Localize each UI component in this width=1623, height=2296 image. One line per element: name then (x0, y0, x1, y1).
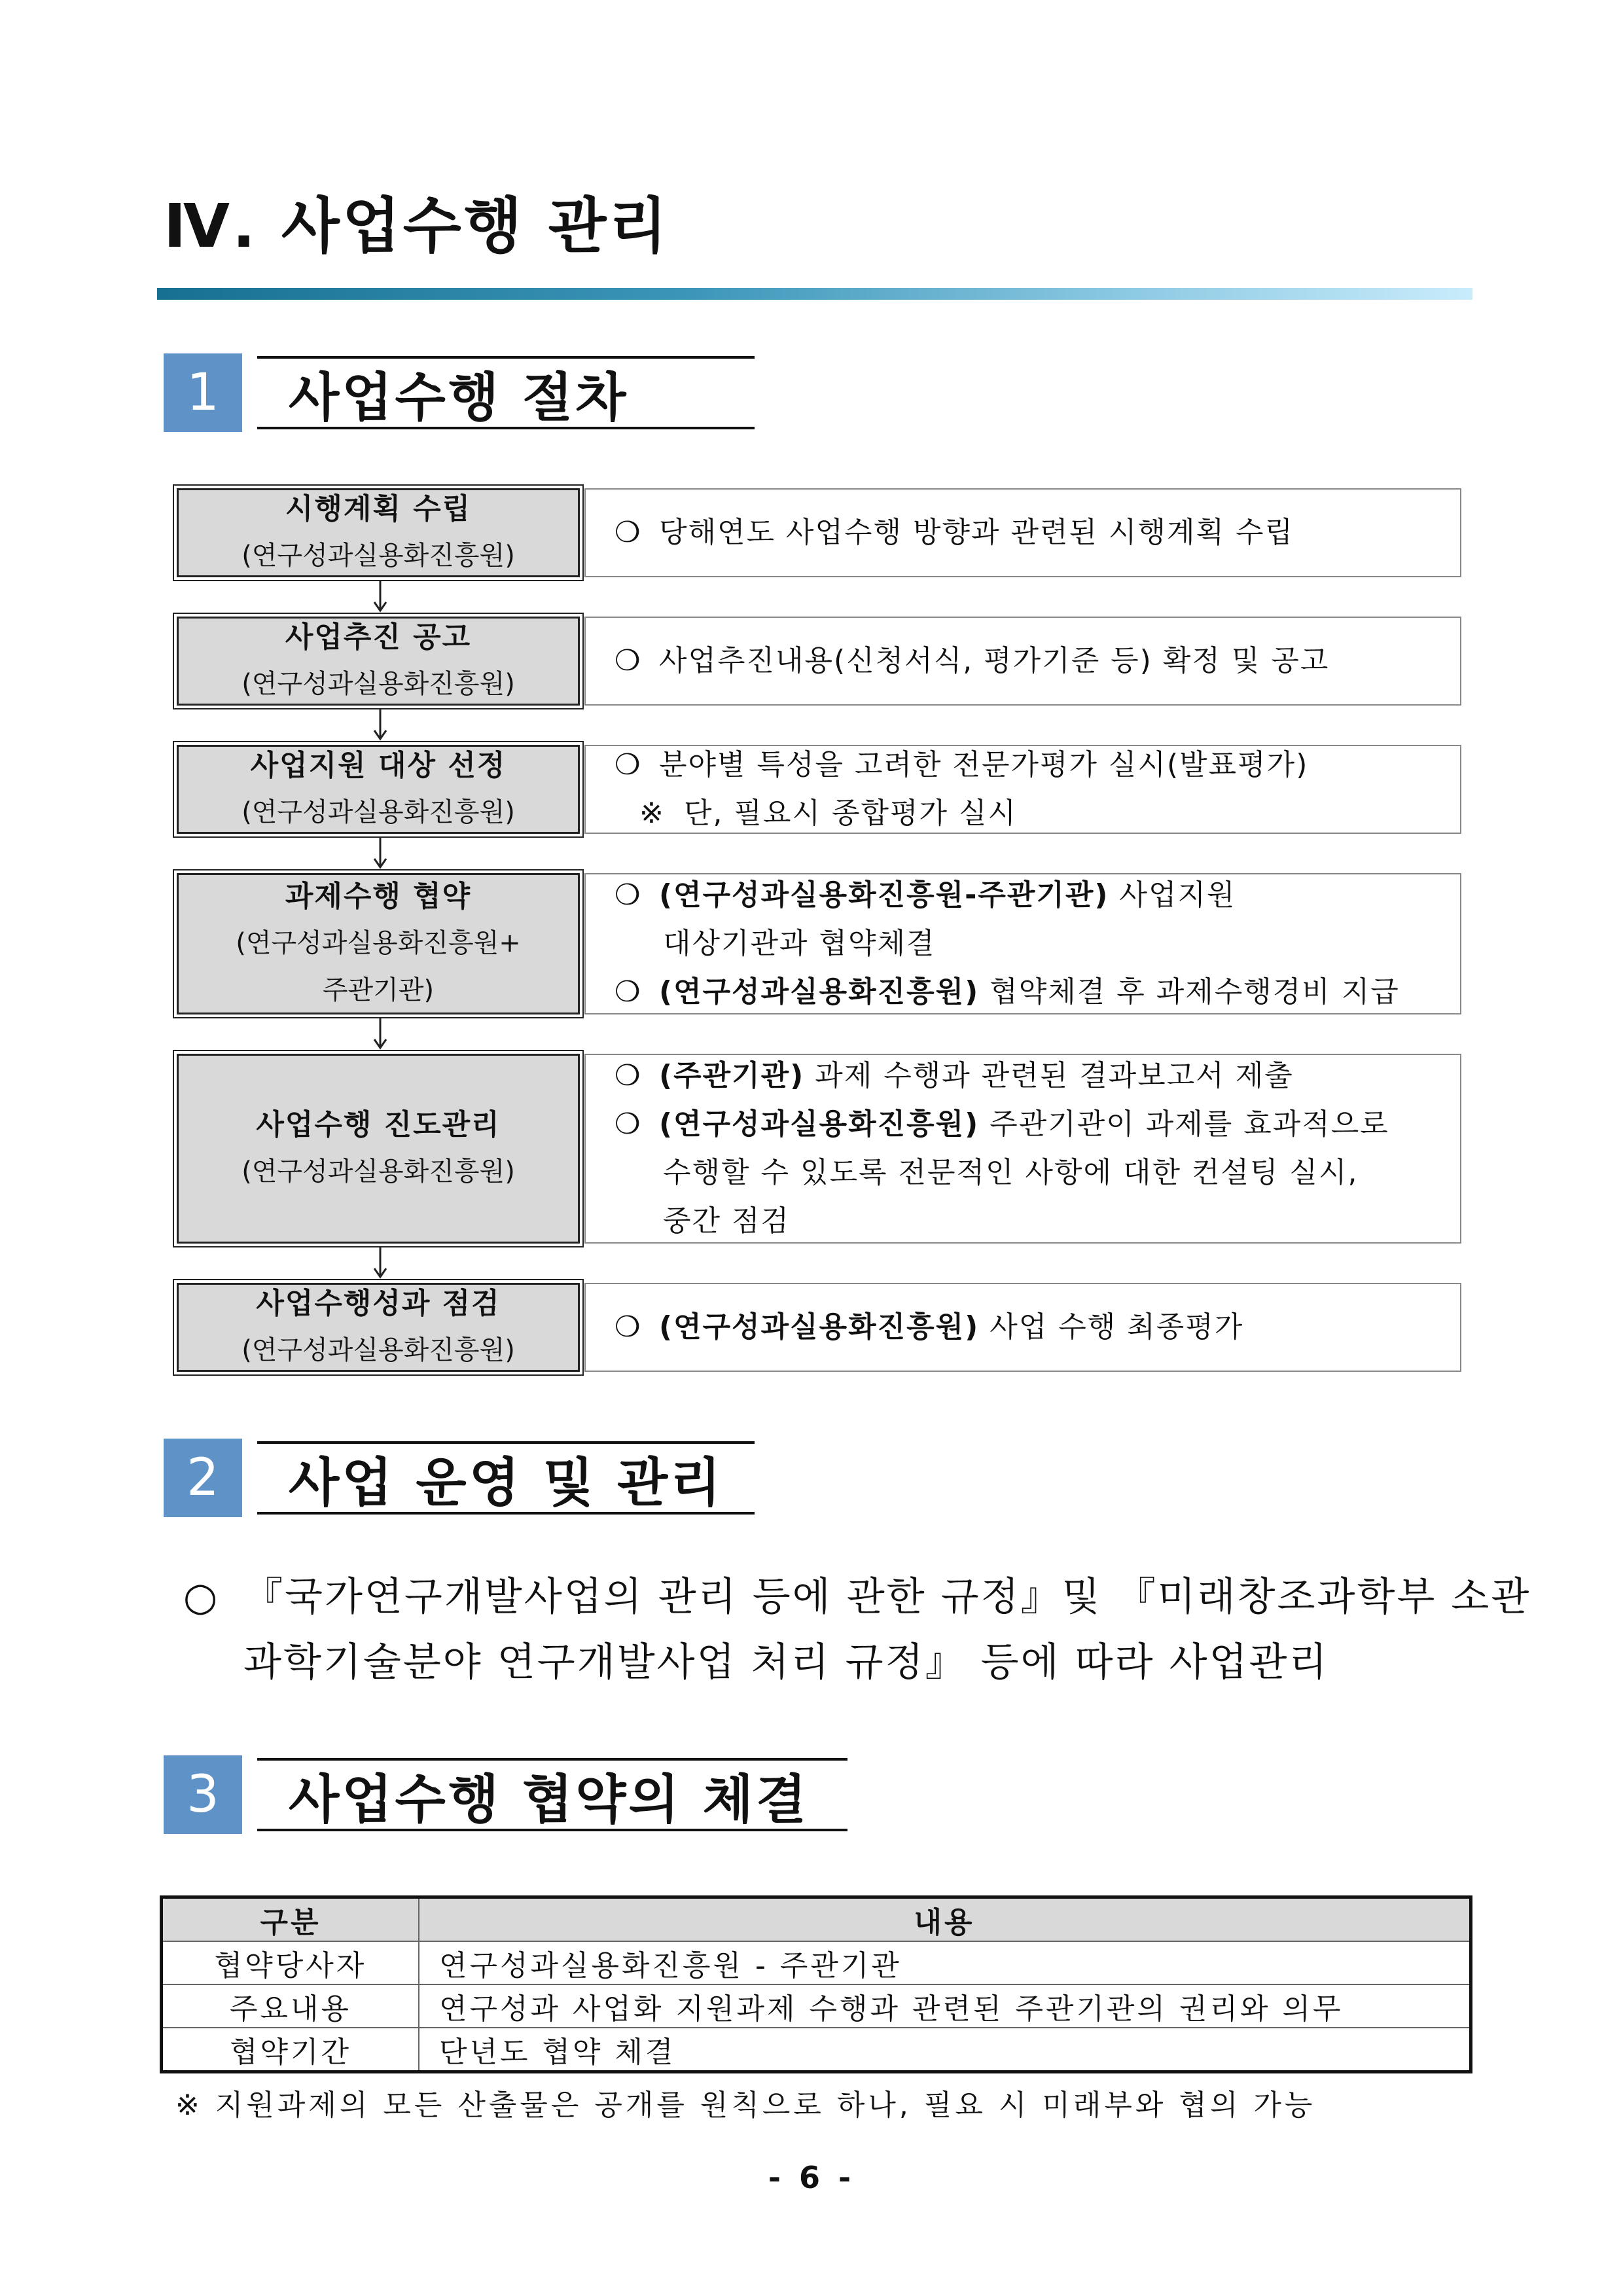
desc-line: ❍ (연구성과실용화진흥원-주관기관) 사업지원 (615, 871, 1460, 920)
circle-bullet-icon: ❍ (615, 748, 642, 781)
down-arrow-icon (370, 1017, 390, 1050)
desc-line: ❍ 당해연도 사업수행 방향과 관련된 시행계획 수립 (615, 509, 1460, 557)
flow-step-org: (연구성과실용화진흥원) (241, 1157, 515, 1187)
circle-bullet-icon: ○ (183, 1574, 220, 1620)
desc-line: ❍ (연구성과실용화진흥원) 사업 수행 최종평가 (615, 1303, 1460, 1352)
section-number-1: 1 (164, 353, 242, 432)
flow-step-title: 과제수행 협약 (285, 880, 472, 913)
flow-step-org: (연구성과실용화진흥원) (241, 669, 515, 699)
section2-paragraph (183, 1564, 1531, 1695)
section-number-2: 2 (164, 1439, 242, 1517)
flow-step-description (584, 1054, 1461, 1244)
flow-step-description (584, 1283, 1461, 1372)
chapter-underline-bar (157, 288, 1472, 300)
table-header-row (162, 1897, 1471, 1942)
chapter-title: Ⅳ. 사업수행 관리 (164, 191, 670, 261)
footnote: ※ 지원과제의 모든 산출물은 공개를 원칙으로 하나, 필요 시 미래부와 협의 가능 (175, 2089, 1316, 2122)
desc-line: ❍ (연구성과실용화진흥원) 주관기관이 과제를 효과적으로 (615, 1100, 1460, 1149)
desc-note-line: ※ 단, 필요시 종합평가 실시 (615, 789, 1460, 838)
circle-bullet-icon: ❍ (615, 516, 642, 549)
flow-step-box (177, 1054, 580, 1244)
section-title-3: 사업수행 협약의 체결 (257, 1758, 847, 1831)
flow-step-org: (연구성과실용화진흥원+ (236, 928, 521, 958)
down-arrow-icon (370, 708, 390, 741)
table-row (162, 1941, 1471, 1984)
table-row (162, 1984, 1471, 2028)
circle-bullet-icon: ❍ (615, 878, 642, 912)
table-header: 구분 (162, 1897, 419, 1942)
desc-line: ❍ (주관기관) 과제 수행과 관련된 결과보고서 제출 (615, 1052, 1460, 1100)
flow-step-org: (연구성과실용화진흥원) (241, 1335, 515, 1365)
flow-step-description (584, 873, 1461, 1014)
agreement-table (160, 1895, 1472, 2073)
section2-line: 과학기술분야 연구개발사업 처리 규정』 등에 따라 사업관리 (243, 1640, 1329, 1685)
desc-line: ❍ (연구성과실용화진흥원) 협약체결 후 과제수행경비 지급 (615, 968, 1460, 1016)
flow-step-title: 시행계획 수립 (285, 492, 472, 526)
flow-step-box (177, 873, 580, 1014)
flow-step-description (584, 617, 1461, 706)
table-cell-content: 단년도 협약 체결 (419, 2028, 1471, 2072)
desc-line: 대상기관과 협약체결 (663, 927, 936, 960)
section-number-3: 3 (164, 1755, 242, 1834)
flow-step-org-cont: 주관기관) (322, 975, 435, 1005)
flow-step-title: 사업수행성과 점검 (256, 1287, 501, 1320)
circle-bullet-icon: ❍ (615, 644, 642, 677)
flow-step-org: (연구성과실용화진흥원) (241, 797, 515, 827)
flow-step-org: (연구성과실용화진흥원) (241, 541, 515, 571)
flow-step-title: 사업수행 진도관리 (256, 1108, 501, 1141)
page-number: - 6 - (768, 2160, 855, 2195)
circle-bullet-icon: ❍ (615, 975, 642, 1009)
table-header: 내용 (419, 1897, 1471, 1942)
section2-line: ○ 『국가연구개발사업의 관리 등에 관한 규정』및 『미래창조과학부 소관 (183, 1564, 1531, 1630)
flow-step-title: 사업지원 대상 선정 (250, 749, 507, 782)
table-cell-content: 연구성과 사업화 지원과제 수행과 관련된 주관기관의 권리와 의무 (419, 1984, 1471, 2028)
flow-step-box (177, 488, 580, 577)
flow-step-box (177, 617, 580, 706)
flow-step-description (584, 745, 1461, 834)
table-cell-content: 연구성과실용화진흥원 - 주관기관 (419, 1941, 1471, 1984)
desc-line: 중간 점검 (663, 1204, 791, 1238)
desc-line: ❍ 사업추진내용(신청서식, 평가기준 등) 확정 및 공고 (615, 637, 1460, 685)
table-cell-label: 협약당사자 (162, 1941, 419, 1984)
desc-line: 수행할 수 있도록 전문적인 사항에 대한 컨설팅 실시, (663, 1156, 1359, 1189)
reference-mark-icon: ※ (639, 797, 665, 830)
circle-bullet-icon: ❍ (615, 1059, 642, 1092)
desc-line: ❍ 분야별 특성을 고려한 전문가평가 실시(발표평가) (615, 741, 1460, 789)
flow-step-title: 사업추진 공고 (285, 620, 472, 654)
section-title-2: 사업 운영 및 관리 (257, 1441, 755, 1515)
down-arrow-icon (370, 1246, 390, 1279)
table-cell-label: 주요내용 (162, 1984, 419, 2028)
flow-step-box (177, 745, 580, 834)
flow-step-description (584, 488, 1461, 577)
down-arrow-icon (370, 580, 390, 613)
table-row (162, 2028, 1471, 2072)
down-arrow-icon (370, 836, 390, 869)
table-cell-label: 협약기간 (162, 2028, 419, 2072)
flow-step-box (177, 1283, 580, 1372)
circle-bullet-icon: ❍ (615, 1107, 642, 1141)
circle-bullet-icon: ❍ (615, 1310, 642, 1344)
section-title-1: 사업수행 절차 (257, 356, 755, 429)
